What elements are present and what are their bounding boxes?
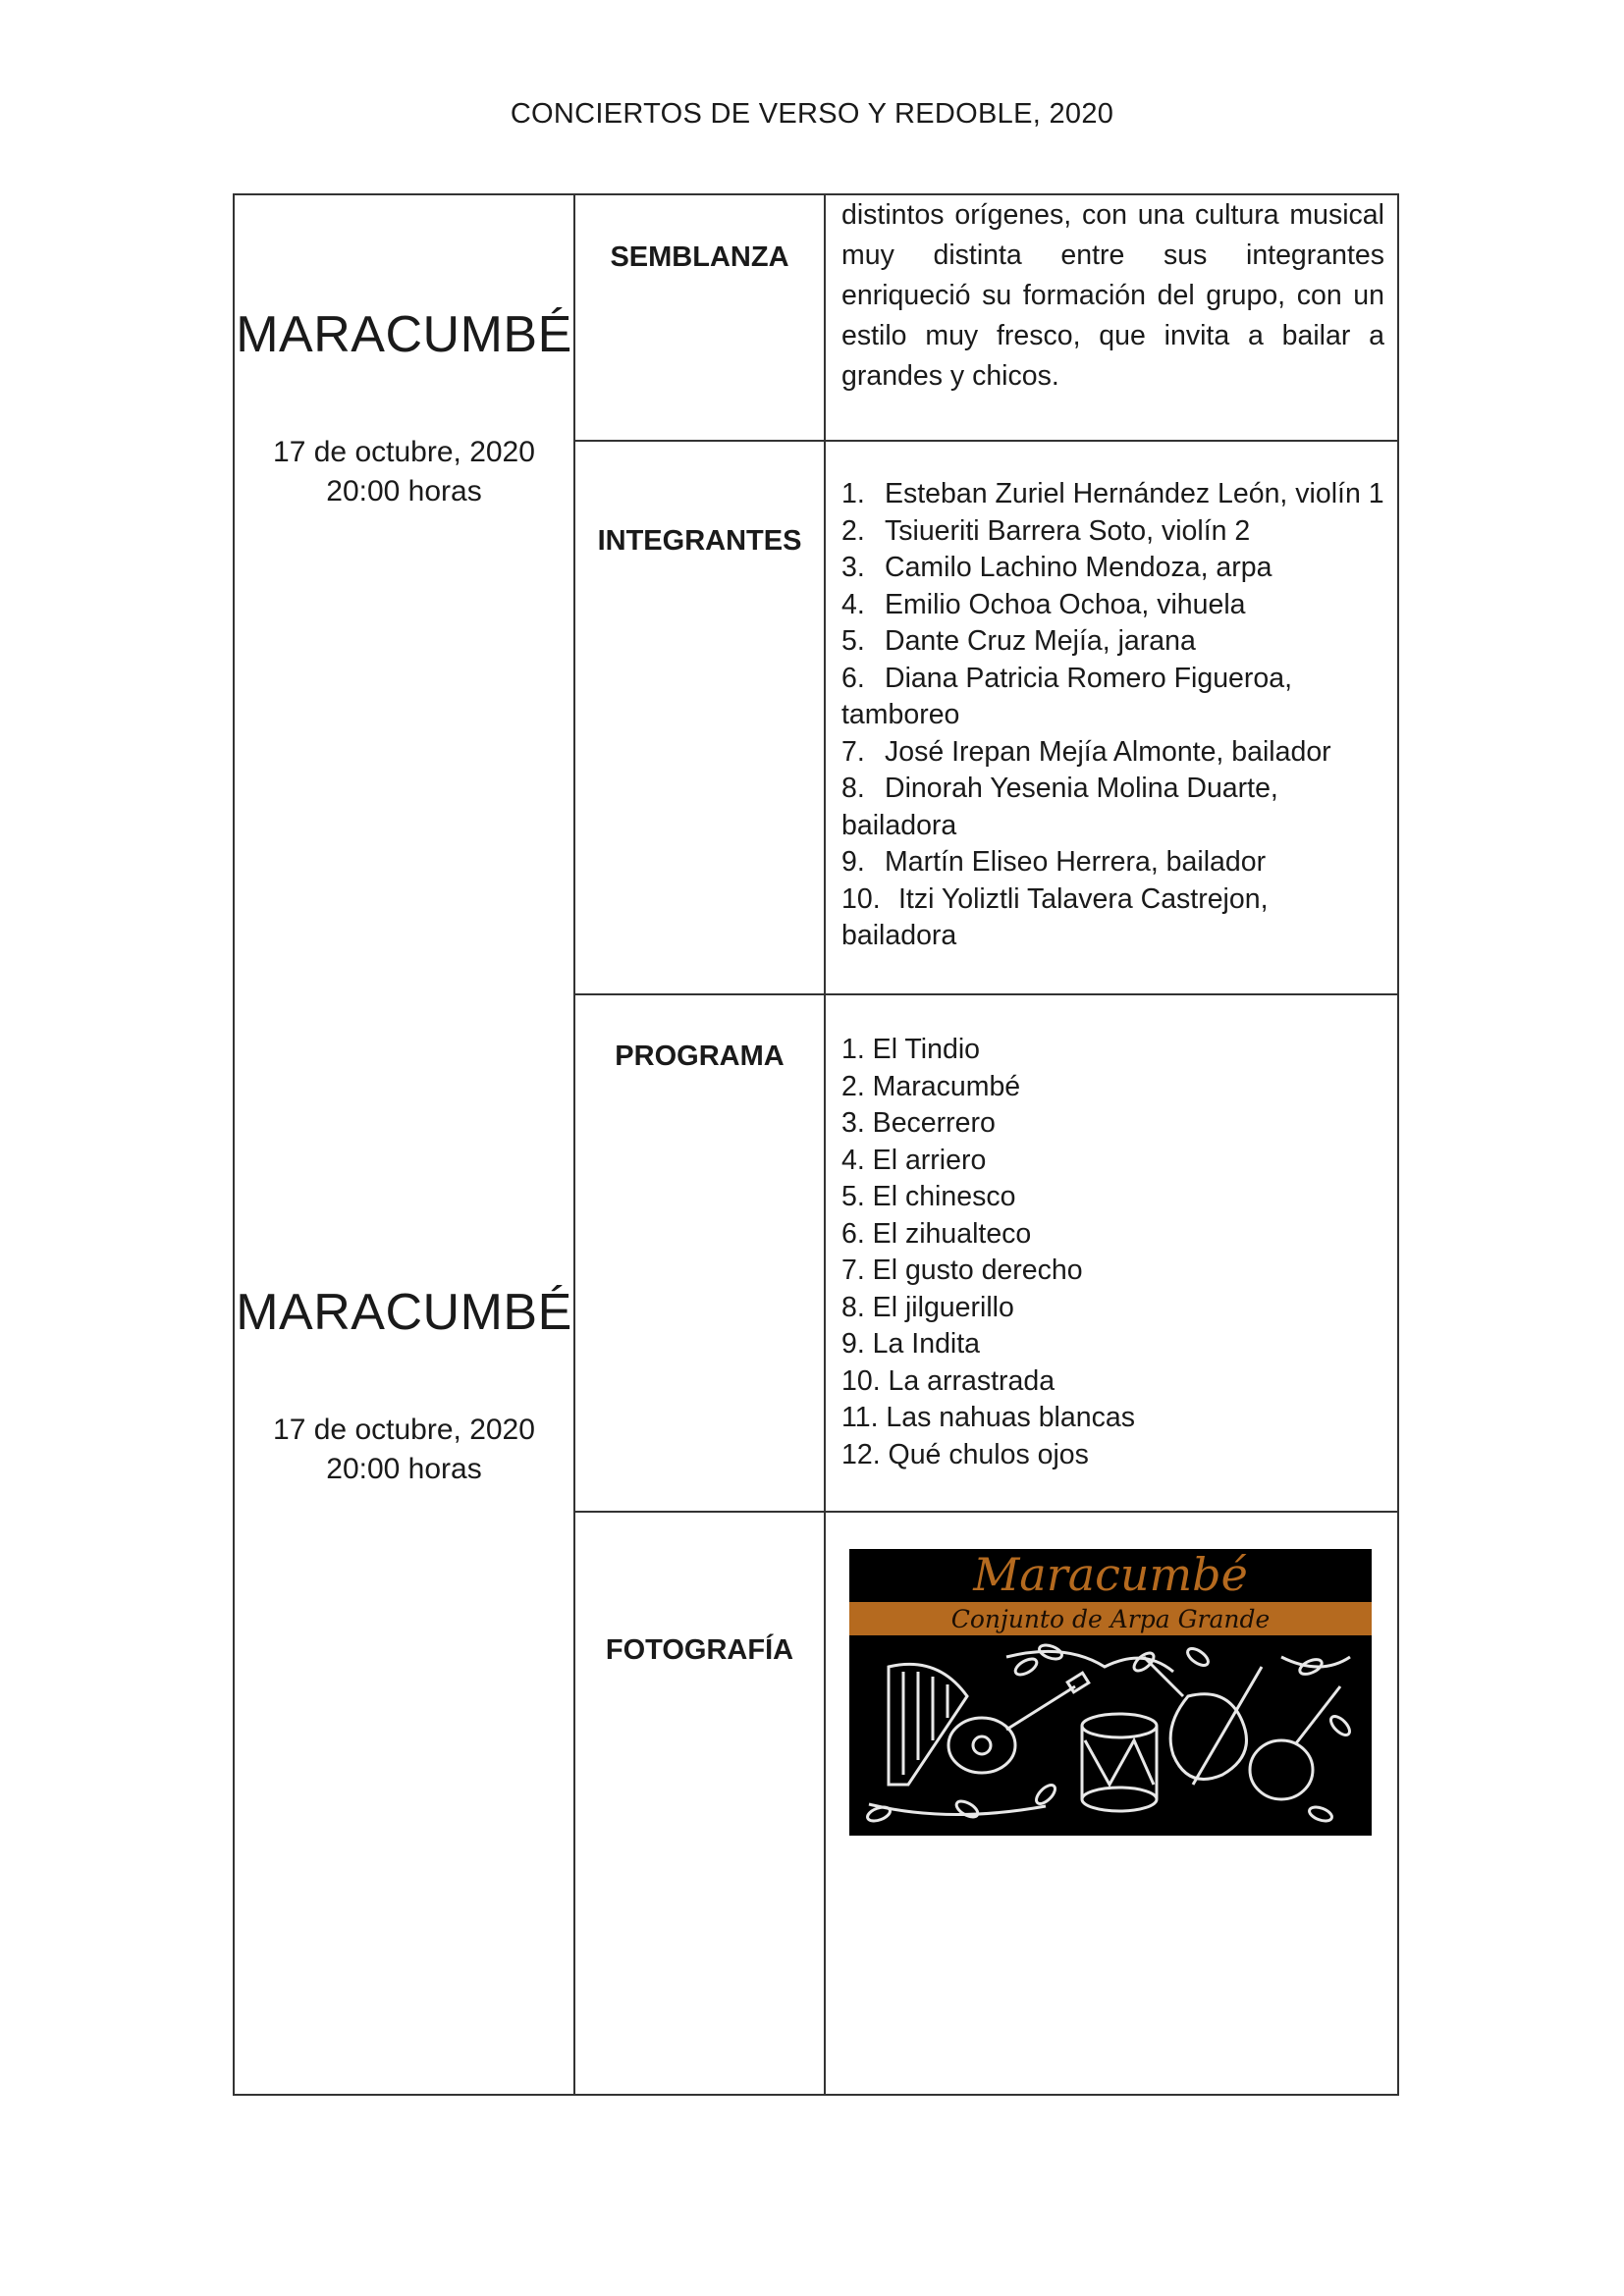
list-item: 6. El zihualteco [841, 1217, 1032, 1250]
band-name: MARACUMBÉ [236, 1284, 572, 1341]
column-divider [573, 195, 575, 2094]
semblanza-content [841, 195, 1384, 397]
list-item: 7. José Irepan Mejía Almonte, bailador [841, 735, 1331, 768]
fotografia-label: FOTOGRAFÍA [605, 1634, 794, 1666]
list-item: 10. Itzi Yoliztli Talavera Castrejon, bailadora [841, 882, 1269, 951]
programa-content [841, 1032, 1384, 1473]
list-item: 2. Maracumbé [841, 1070, 1021, 1102]
list-item: 5. El chinesco [841, 1181, 1016, 1212]
event-time: 20:00 horas [326, 1453, 482, 1485]
list-item: 12. Qué chulos ojos [841, 1438, 1089, 1470]
logo-title: Maracumbé [973, 1549, 1248, 1601]
members-list [841, 476, 1384, 955]
integrantes-label: INTEGRANTES [597, 525, 802, 557]
page-header: CONCIERTOS DE VERSO Y REDOBLE, 2020 [510, 98, 1114, 130]
list-item: 4. Emilio Ochoa Ochoa, vihuela [841, 588, 1246, 620]
program-list [841, 1032, 1384, 1473]
semblanza-label: SEMBLANZA [610, 241, 789, 273]
list-item: 7. El gusto derecho [841, 1255, 1083, 1286]
list-item: 8. El jilguerillo [841, 1291, 1014, 1323]
band-logo-image [849, 1549, 1372, 1836]
list-item: 5. Dante Cruz Mejía, jarana [841, 625, 1196, 657]
programa-label: PROGRAMA [615, 1041, 785, 1072]
list-item: 11. Las nahuas blancas [841, 1402, 1135, 1433]
list-item: 1. Esteban Zuriel Hernández León, violín 1 [841, 478, 1384, 509]
row-divider [573, 993, 1397, 995]
event-info-block [235, 1283, 573, 1489]
event-time: 20:00 horas [326, 475, 482, 507]
list-item: 2. Tsiueriti Barrera Soto, violín 2 [841, 514, 1251, 547]
column-divider [824, 195, 826, 2094]
row-divider [573, 440, 1397, 442]
list-item: 9. Martín Eliseo Herrera, bailador [841, 846, 1267, 878]
event-date: 17 de octubre, 2020 [273, 436, 535, 468]
list-item: 8. Dinorah Yesenia Molina Duarte, bailadora [841, 773, 1278, 841]
list-item: 4. El arriero [841, 1144, 987, 1176]
band-name: MARACUMBÉ [236, 306, 572, 363]
list-item: 3. Camilo Lachino Mendoza, arpa [841, 552, 1272, 583]
logo-subtitle: Conjunto de Arpa Grande [950, 1605, 1271, 1633]
semblanza-text: distintos orígenes, con una cultura musical muy distinta entre sus integrantes enriqueció su formación del grupo, con un estilo muy fresco, que invita a bailar a grandes y chicos. [841, 199, 1384, 392]
list-item: 1. El Tindio [841, 1034, 980, 1065]
list-item: 6. Diana Patricia Romero Figueroa, tamboreo [841, 662, 1293, 730]
list-item: 3. Becerrero [841, 1107, 996, 1139]
event-info-block [235, 305, 573, 511]
event-date: 17 de octubre, 2020 [273, 1414, 535, 1446]
integrantes-content [841, 476, 1384, 955]
list-item: 10. La arrastrada [841, 1364, 1056, 1397]
list-item: 9. La Indita [841, 1328, 981, 1360]
row-divider [573, 1511, 1397, 1513]
